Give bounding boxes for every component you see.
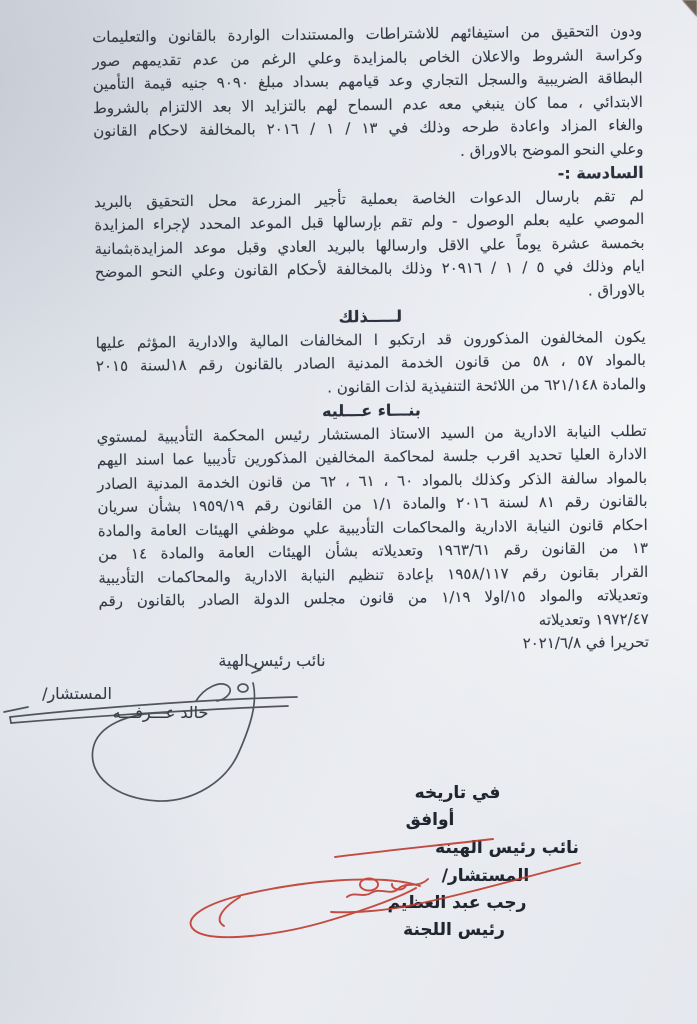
text-line: احكام قانون النيابة الادارية والمحاكمات التأديبية علي موظفي الهيئات العامة والمادة xyxy=(97,515,648,540)
paragraph-violations xyxy=(96,325,647,402)
text-line: بالقانون رقم ٨١ لسنة ٢٠١٦ والمادة ١/١ من القانون رقم ١٩٥٩/١٩ بشأن سريان xyxy=(97,491,648,517)
page-corner-fold xyxy=(682,0,697,17)
text-line: بخمسة عشرة يوماً علي الاقل وارسالها بالبريد العادي وقبل موعد المزايدةبثمانية xyxy=(94,233,645,258)
text-line: بالمواد سالفة الذكر وكذلك بالمواد ٦٠ ، ٦١ ، ٦٢ من قانون الخدمة المدنية الصادر xyxy=(97,468,648,493)
paragraph-request xyxy=(97,419,650,660)
text-line: والغاء المزاد واعادة طرحه وذلك في ١٣ / ١ / ٢٠١٦ بالمخالفة لاحكام القانون xyxy=(93,115,644,141)
text-line: ١٩٧٢/٤٧ وتعديلاته xyxy=(538,609,649,629)
text-line: والمادة ٦٢١/١٤٨ من اللائحة التنفيذية لذات القانون . xyxy=(327,374,647,396)
text-line: يكون المخالفون المذكورون قد ارتكبو ا المخالفات المالية والادارية المؤثم عليها xyxy=(95,327,646,352)
text-line: ١٣ من القانون رقم ١٩٦٣/٦١ وتعديلاته بشأن الهيئات العامة والمادة ١٤ من xyxy=(97,538,649,564)
paragraph-sixth-charge xyxy=(94,184,645,308)
heading-therefore: لـــــذلك xyxy=(338,306,403,327)
text-line: الموصي عليه بعلم الوصول - ولم تقم بإرسالها قبل الموعد المحدد لإجراء المزايدة xyxy=(94,209,645,235)
text-line: ايام وذلك في ٥ / ١ / ٢٠٩١٦ وذلك بالمخالفة لأحكام القانون وعلي النحو الموضح xyxy=(94,256,645,282)
text-line: القرار بقانون رقم ١٩٥٨/١١٧ بإعادة تنظيم النيابة الادارية والمحاكمات التأديبية xyxy=(98,562,649,587)
text-line: بالاوراق . xyxy=(587,280,646,300)
text-line: البطاقة الضريبية والسجل التجاري وعد قيامهم بسداد مبلغ ٩٠٩٠ جنيه قيمة التأمين xyxy=(92,68,643,94)
text-line: الادارة العليا تحديد اقرب جلسة لمحاكمة المخالفين المذكورين تأديبيا عما اسند اليهم xyxy=(96,444,648,470)
text-line: تطلب النيابة الادارية من السيد الاستاذ المستشار رئيس المحكمة التأديبية لمستوي xyxy=(96,421,647,446)
approval-role: المستشار/ xyxy=(441,866,530,886)
text-line: ودون التحقيق من استيفائهم للاشتراطات والمستندات الواردة بالقانون والتعليمات xyxy=(92,21,643,47)
paragraph-fifth-charge xyxy=(92,20,644,167)
signer-role: المستشار/ xyxy=(42,684,112,703)
text-line: وعلي النحو الموضح بالاوراق . xyxy=(459,139,644,160)
approval-on-date: في تاريخه xyxy=(414,783,501,803)
text-line: وكراسة الشروط والاعلان الخاص بالمزايدة وعلي الرغم من عدم تقديمهم صور xyxy=(92,45,643,70)
approval-agree: أوافق xyxy=(405,810,455,830)
text-line: لم تقم بارسال الدعوات الخاصة بعملية تأجير المزرعة محل التحقيق بالبريد xyxy=(93,186,645,211)
signer-name: خالد عـــرفـــه xyxy=(112,703,209,722)
text-line: بالمواد ٥٧ ، ٥٨ من قانون الخدمة المدنية الصادر بالقانون رقم ١٨لسنة ٢٠١٥ xyxy=(95,350,646,376)
heading-sixth-charge: السادسة :- xyxy=(557,162,644,183)
approval-position: رئيس اللجنة xyxy=(403,920,505,940)
approval-title: نائب رئيس الهينة xyxy=(435,838,579,858)
text-line: تحريرا في ٢٠٢١/٦/٨ xyxy=(522,632,650,653)
signer-title: نائب رئيس الهية xyxy=(218,651,326,670)
text-line: وتعديلاته والمواد ١٥/اولا ١/١٩ من قانون مجلس الدولة الصادر بالقانون رقم xyxy=(98,585,649,611)
heading-accordingly: بنـــاء عـــليه xyxy=(321,400,421,421)
approval-name: رجب عبد العظيم xyxy=(387,893,527,913)
document-body xyxy=(92,20,649,661)
text-line: الابتدائي ، مما كان ينبغي معه عدم السماح لهم بالتزايد الا بعد الالتزام بالشروط xyxy=(92,92,644,117)
